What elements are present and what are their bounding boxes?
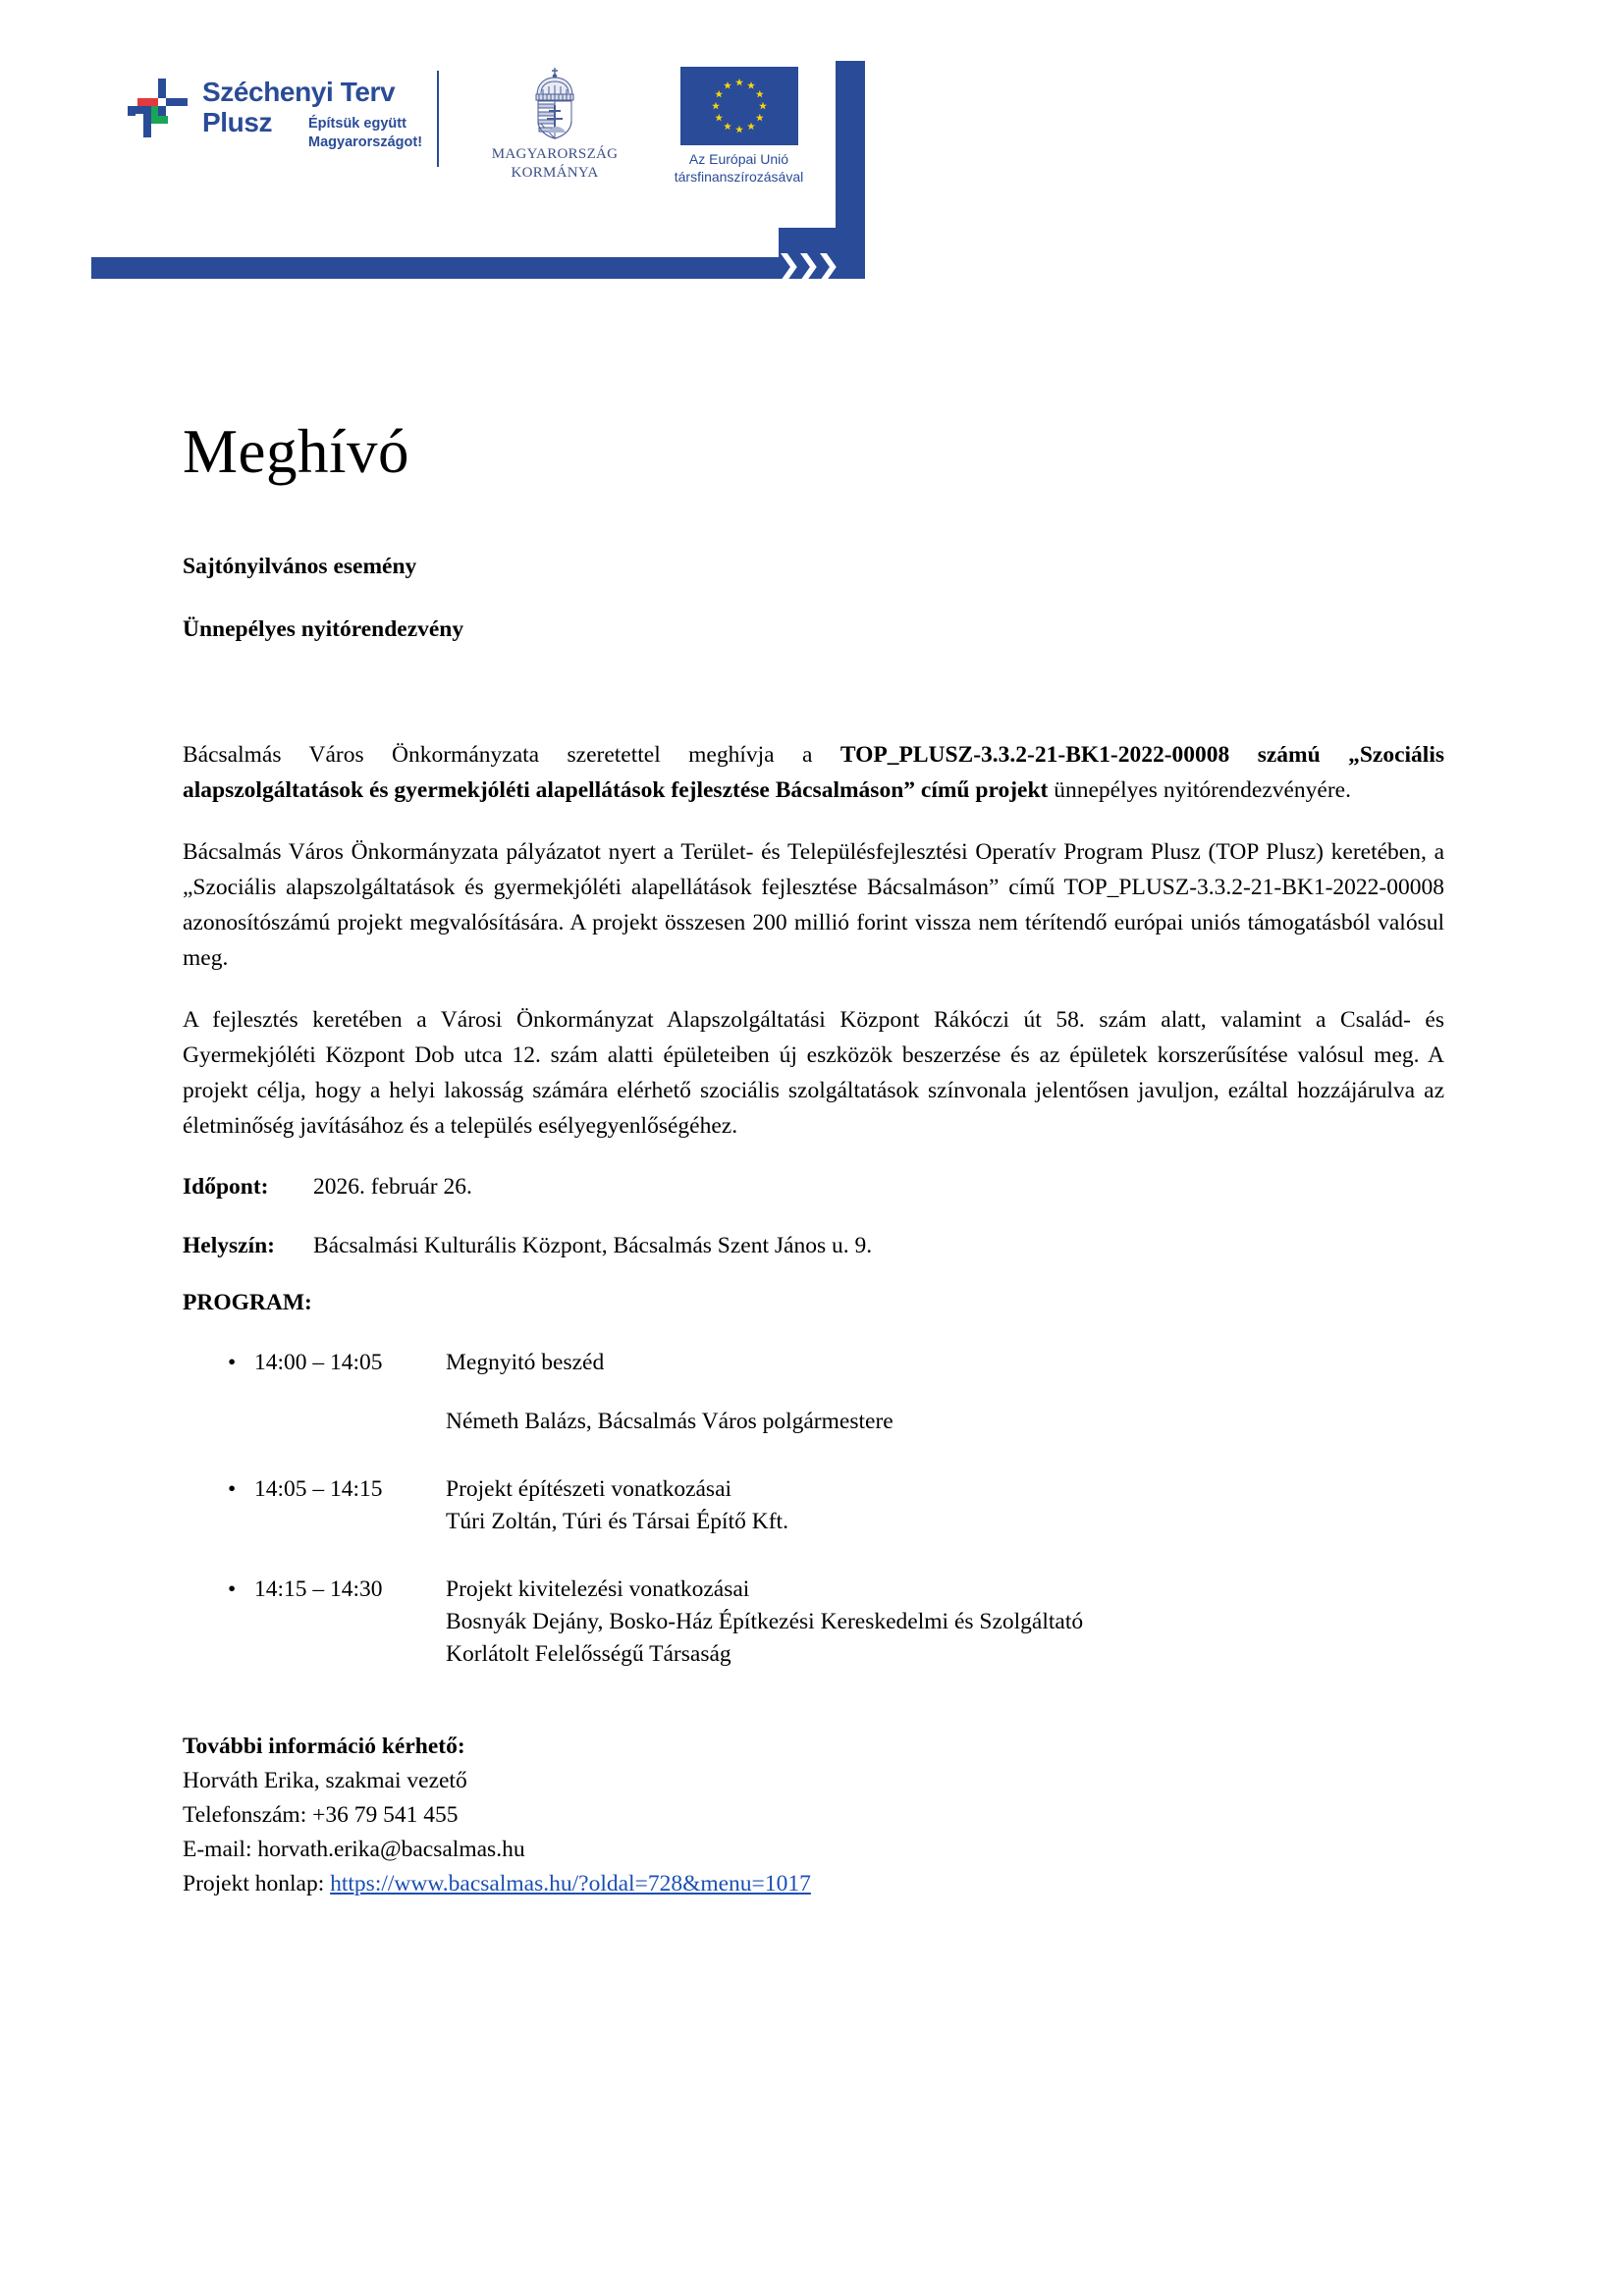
paragraph-project-scope: A fejlesztés keretében a Városi Önkormányzat Alapszolgáltatási Központ Rákóczi út 58. szám alatt, valamint a Család- és Gyermekjóléti Központ Dob utca 12. szám alatti épületeiben új eszközök beszerzése és az épületek korszerűsítése valósul meg. A projekt célja, hogy a helyi lakosság számára elérhető szociális szolgáltatások színvonala jelentősen javuljon, ezáltal hozzájárulva az életminőség javításához és a település esélyegyenlőségéhez. (183, 1007, 1444, 1139)
subtitle-press-event: Sajtónyilvános esemény (183, 554, 417, 579)
program-time: 14:15 – 14:30 (254, 1576, 383, 1602)
szechenyi-wordmark-line1: Széchenyi Terv (202, 77, 396, 107)
program-time: 14:05 – 14:15 (254, 1476, 383, 1502)
program-description-line1: Megnyitó beszéd (446, 1350, 605, 1375)
contact-title: További információ kérhető: (183, 1734, 465, 1759)
page-title: Meghívó (183, 417, 409, 486)
chevron-down-icon (836, 210, 865, 226)
detail-label-date: Időpont: (183, 1174, 269, 1200)
program-description (446, 1473, 1444, 1538)
detail-row-venue (183, 1229, 1444, 1262)
hungary-coat-of-arms-icon (527, 66, 582, 140)
program-time: 14:00 – 14:05 (254, 1350, 383, 1375)
contact-name: Horváth Erika, szakmai vezető (183, 1768, 467, 1793)
eu-caption-line1: Az Európai Unió (688, 151, 789, 167)
szechenyi-wordmark-line2: Plusz (202, 107, 273, 137)
header-banner (0, 0, 1624, 294)
contact-website-label: Projekt honlap: (183, 1871, 331, 1896)
detail-row-date (183, 1170, 1444, 1203)
szechenyi-tagline (308, 115, 422, 152)
banner-right-chevrons (779, 253, 867, 281)
european-union-logo (653, 67, 825, 185)
contact-website-row (183, 1867, 1444, 1901)
eu-caption-line2: társfinanszírozásával (674, 169, 804, 185)
list-item (183, 1574, 1444, 1671)
document-body (183, 417, 1444, 1901)
contact-phone: Telefonszám: +36 79 541 455 (183, 1802, 459, 1828)
banner-horizontal-bar (91, 257, 779, 279)
program-description-line1: Projekt építészeti vonatkozásai (446, 1476, 732, 1502)
chevron-down-icon (836, 175, 865, 190)
contact-email: E-mail: horvath.erika@bacsalmas.hu (183, 1837, 525, 1862)
program-description-line3: Korlátolt Felelősségű Társaság (446, 1641, 731, 1667)
program-description (446, 1574, 1444, 1671)
program-description-line2: Bosnyák Dejány, Bosko-Ház Építkezési Kereskedelmi és Szolgáltató (446, 1609, 1084, 1634)
chevron-right-icon (781, 253, 798, 281)
paragraph-invitation-tail: ünnepélyes nyitórendezvényére. (1048, 777, 1351, 803)
chevron-down-icon (836, 192, 865, 208)
chevron-right-icon (820, 253, 838, 281)
szechenyi-terv-plusz-logo (128, 77, 422, 175)
paragraph-invitation-project: TOP_PLUSZ-3.3.2-21-BK1-2022-00008 számú „Szociális alapszolgáltatások és gyermekjóléti alapellátások fejlesztése Bácsalmáson” című projekt (183, 742, 1445, 803)
bullet-icon: • (228, 1576, 237, 1602)
chevron-right-icon (800, 253, 818, 281)
szechenyi-tagline-line1: Építsük együtt (308, 116, 406, 132)
szechenyi-tagline-line2: Magyarországot! (308, 134, 423, 150)
eu-flag-icon (680, 67, 798, 145)
detail-value-date: 2026. február 26. (313, 1174, 472, 1200)
eu-caption (653, 150, 825, 186)
program-list (183, 1347, 1444, 1671)
contact-block (183, 1730, 1444, 1901)
hungary-caption-line2: KORMÁNYA (511, 165, 599, 181)
bullet-icon: • (228, 1350, 237, 1375)
subtitle-opening-ceremony: Ünnepélyes nyitórendezvény (183, 616, 464, 642)
hungary-government-logo (481, 66, 628, 179)
bullet-icon: • (228, 1476, 237, 1502)
detail-label-venue: Helyszín: (183, 1233, 275, 1258)
szechenyi-plus-mark-icon (128, 79, 196, 145)
header-divider (437, 71, 439, 167)
list-item (183, 1347, 1444, 1438)
paragraph-invitation-lead: Bácsalmás Város Önkormányzata szeretettel meghívja a (183, 742, 840, 768)
program-description-line1: Projekt kivitelezési vonatkozásai (446, 1576, 750, 1602)
hungary-caption (481, 145, 628, 183)
program-description-line2: Túri Zoltán, Túri és Társai Építő Kft. (446, 1509, 788, 1534)
project-website-link[interactable]: https://www.bacsalmas.hu/?oldal=728&menu=1017 (330, 1871, 811, 1896)
program-heading: PROGRAM: (183, 1290, 312, 1315)
paragraph-project-background: Bácsalmás Város Önkormányzata pályázatot nyert a Terület- és Településfejlesztési Operatív Program Plusz (TOP Plusz) keretében, a „Szociális alapszolgáltatások és gyermekjóléti alapellátások fejlesztése Bácsalmáson” című TOP_PLUSZ-3.3.2-21-BK1-2022-00008 azonosítószámú projekt megvalósítására. A projekt összesen 200 millió forint vissza nem térítendő európai uniós támogatásból valósul meg. (183, 839, 1444, 971)
detail-value-venue: Bácsalmási Kulturális Központ, Bácsalmás Szent János u. 9. (313, 1233, 873, 1258)
program-description-line2: Németh Balázs, Bácsalmás Város polgármestere (446, 1409, 893, 1434)
paragraph-invitation (183, 737, 1444, 808)
hungary-caption-line1: MAGYARORSZÁG (491, 146, 619, 162)
list-item (183, 1473, 1444, 1538)
program-description (446, 1347, 1444, 1438)
